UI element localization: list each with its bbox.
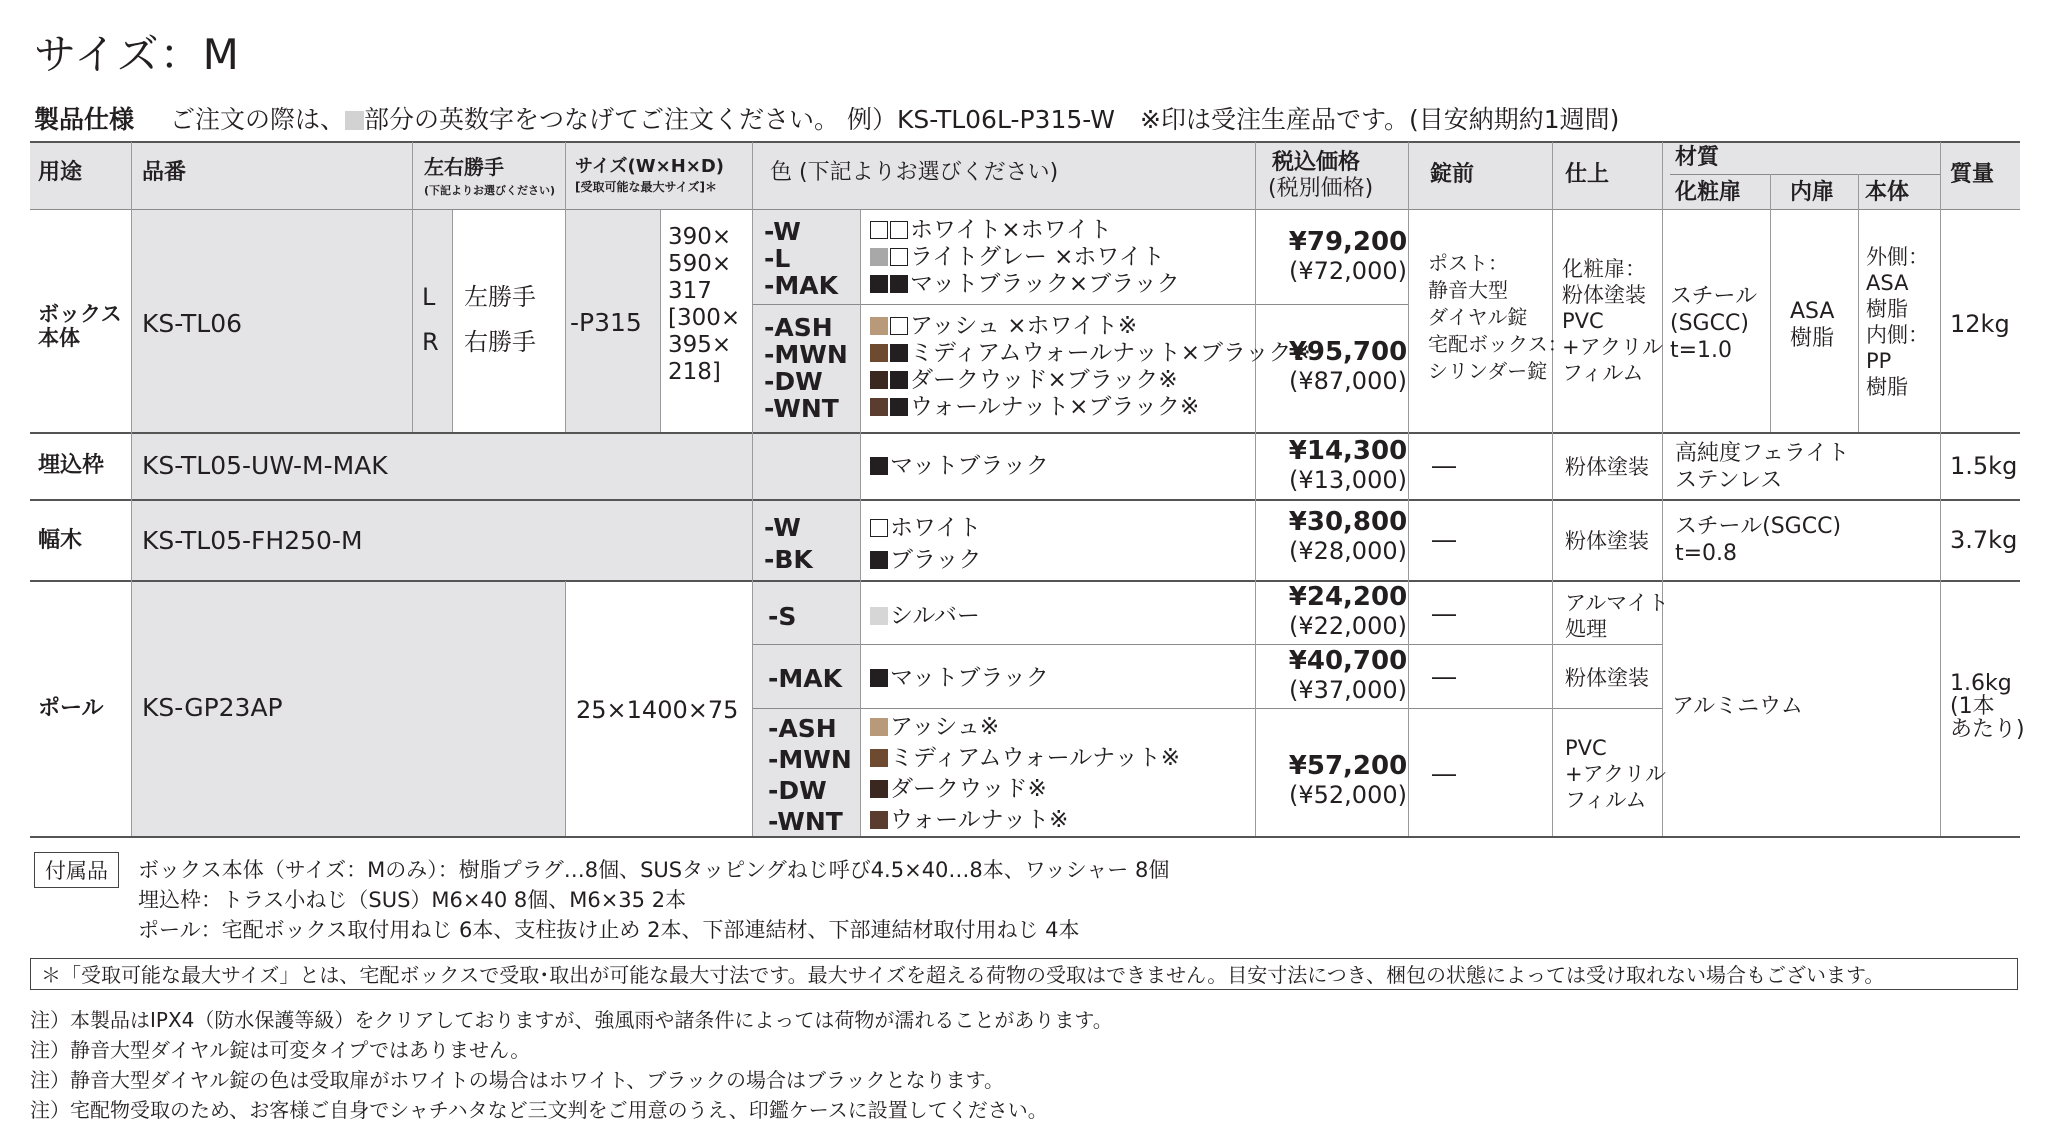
color-option: マットブラック×ブラック	[870, 271, 1180, 298]
max-size-note: ＊「受取可能な最大サイズ」とは、宅配ボックスで受取･取出が可能な最大寸法です。最大サイズを超える荷物の受取はできません。目安寸法につき、梱包の状態によっては受け取れない場合もございます。	[30, 958, 2018, 990]
pole-s-code: -S	[768, 602, 797, 631]
header-lock: 錠前	[1430, 162, 1475, 187]
spec-heading: 製品仕様	[34, 105, 135, 134]
frame-material: 高純度フェライト ステンレス	[1675, 441, 1850, 493]
baseboard-colors	[870, 512, 982, 576]
frame-price: ¥14,300 (¥13,000)	[1288, 436, 1408, 494]
color-option: ミディアムウォールナット×ブラック※	[870, 340, 1311, 367]
footnote: 注）静音大型ダイヤル錠の色は受取扉がホワイトの場合はホワイト、ブラックの場合はブラックとなります。	[30, 1068, 1004, 1092]
placeholder-swatch	[345, 111, 364, 130]
box-g1-colors	[870, 217, 1180, 298]
footnote: 注）本製品はIPX4（防水保護等級）をクリアしておりますが、強風雨や諸条件によっては荷物が濡れることがあります。	[30, 1008, 1113, 1032]
header-hand-sub: (下記よりお選びください)	[424, 184, 556, 197]
box-g2-colors	[870, 313, 1311, 421]
pole-s-finish: アルマイト 処理	[1565, 591, 1669, 641]
color-option: アッシュ ×ホワイト※	[870, 313, 1311, 340]
header-material: 材質	[1675, 145, 1720, 170]
color-option: ダークウッド※	[870, 776, 1180, 807]
box-use: ボックス 本体	[38, 302, 122, 350]
box-size: 390× 590× 317 [300× 395× 218]	[668, 224, 741, 385]
box-hand-code-l: L	[422, 283, 436, 311]
header-finish: 仕上	[1565, 162, 1610, 187]
accessories-badge: 付属品	[34, 852, 119, 888]
header-size: サイズ(W×H×D)	[575, 156, 725, 177]
pole-mak-color: マットブラック	[870, 665, 1049, 692]
color-option: ホワイト×ホワイト	[870, 217, 1180, 244]
frame-lock: ―	[1432, 452, 1456, 480]
header-mat-front: 化粧扉	[1675, 180, 1742, 205]
frame-finish: 粉体塗装	[1565, 455, 1649, 479]
baseboard-price: ¥30,800 (¥28,000)	[1288, 507, 1408, 565]
header-hand: 左右勝手	[424, 155, 504, 179]
frame-use: 埋込枠	[38, 453, 105, 478]
pole-size: 25×1400×75	[576, 696, 739, 724]
header-size-sub: [受取可能な最大サイズ]＊	[575, 180, 718, 194]
accessories-line: 埋込枠：トラス小ねじ（SUS）M6×40 8個、M6×35 2本	[138, 888, 687, 912]
baseboard-part-no: KS-TL05-FH250-M	[142, 526, 363, 555]
pole-wood-finish: PVC +アクリル フィルム	[1565, 736, 1666, 812]
color-option: アッシュ※	[870, 714, 1180, 745]
baseboard-use: 幅木	[38, 528, 83, 553]
box-weight: 12kg	[1950, 310, 2010, 338]
box-mat-front: スチール (SGCC) t=1.0	[1670, 284, 1758, 363]
pole-material: アルミニウム	[1672, 694, 1803, 719]
box-part-no: KS-TL06	[142, 309, 242, 338]
color-option: ウォールナット※	[870, 807, 1180, 838]
box-g2-price: ¥95,700 (¥87,000)	[1288, 337, 1408, 395]
pole-mak-finish: 粉体塗装	[1565, 666, 1649, 690]
header-weight: 質量	[1950, 162, 1995, 187]
pole-wood-codes: -ASH -MWN -DW -WNT	[768, 714, 852, 836]
accessories-line: ボックス本体（サイズ：Mのみ）：樹脂プラグ…8個、SUSタッピングねじ呼び4.5×40…8本、ワッシャー 8個	[138, 858, 1170, 882]
box-mat-body: 外側： ASA 樹脂 内側： PP 樹脂	[1866, 245, 1929, 399]
box-g2-codes: -ASH -MWN -DW -WNT	[764, 313, 848, 423]
page-title: サイズ：M	[34, 30, 240, 79]
box-g1-price: ¥79,200 (¥72,000)	[1288, 227, 1408, 285]
pole-weight: 1.6kg (1本 あたり)	[1950, 671, 2025, 742]
header-price: 税込価格	[1272, 150, 1361, 175]
box-hand-label-l: 左勝手	[464, 283, 536, 311]
spec-note: ご注文の際は、 部分の英数字をつなげてご注文ください。 例）KS-TL06L-P315-W ※印は受注生産品です。(目安納期約1週間)	[170, 105, 1620, 134]
baseboard-lock: ―	[1432, 526, 1456, 554]
baseboard-codes: -W -BK	[764, 513, 813, 574]
box-hand-code-r: R	[422, 328, 439, 356]
box-finish: 化粧扉： 粉体塗装 PVC +アクリル フィルム	[1562, 257, 1663, 385]
pole-wood-price: ¥57,200 (¥52,000)	[1288, 751, 1408, 809]
baseboard-weight: 3.7kg	[1950, 526, 2018, 554]
header-mat-inner: 内扉	[1790, 180, 1835, 205]
header-price-sub: (税別価格)	[1268, 176, 1374, 201]
baseboard-material: スチール(SGCC) t=0.8	[1675, 514, 1842, 566]
footnote: 注）宅配物受取のため、お客様ご自身でシャチハタなど三文判をご用意のうえ、印鑑ケースに設置してください。	[30, 1098, 1048, 1122]
frame-weight: 1.5kg	[1950, 452, 2018, 480]
pole-wood-colors	[870, 714, 1180, 838]
pole-s-lock: ―	[1432, 600, 1456, 628]
box-hand-label-r: 右勝手	[464, 328, 536, 356]
frame-part-no: KS-TL05-UW-M-MAK	[142, 451, 388, 480]
pole-use: ポール	[38, 696, 104, 721]
pole-wood-lock: ―	[1432, 760, 1456, 788]
color-option: ダークウッド×ブラック※	[870, 367, 1311, 394]
pole-mak-code: -MAK	[768, 664, 842, 693]
header-mat-body: 本体	[1865, 180, 1910, 205]
color-option: ミディアムウォールナット※	[870, 745, 1180, 776]
baseboard-finish: 粉体塗装	[1565, 529, 1649, 553]
pole-mak-price: ¥40,700 (¥37,000)	[1288, 646, 1408, 704]
color-option: ウォールナット×ブラック※	[870, 394, 1311, 421]
frame-color: マットブラック	[870, 453, 1049, 480]
header-color: 色 (下記よりお選びください)	[770, 160, 1059, 185]
box-g1-codes: -W -L -MAK	[764, 217, 838, 300]
color-option: ホワイト	[870, 512, 982, 544]
box-lock: ポスト： 静音大型 ダイヤル錠 宅配ボックス： シリンダー錠	[1428, 251, 1568, 383]
footnote: 注）静音大型ダイヤル錠は可変タイプではありません。	[30, 1038, 531, 1062]
color-option: ライトグレー ×ホワイト	[870, 244, 1180, 271]
pole-s-price: ¥24,200 (¥22,000)	[1288, 582, 1408, 640]
box-size-code: -P315	[570, 308, 642, 337]
pole-s-color: シルバー	[870, 603, 980, 630]
color-option: ブラック	[870, 544, 982, 576]
pole-mak-lock: ―	[1432, 663, 1456, 691]
header-part-no: 品番	[142, 160, 187, 185]
pole-part-no: KS-GP23AP	[142, 693, 283, 722]
box-mat-inner: ASA 樹脂	[1790, 299, 1835, 351]
header-use: 用途	[38, 160, 83, 185]
accessories-line: ポール：宅配ボックス取付用ねじ 6本、支柱抜け止め 2本、下部連結材、下部連結材取付用ねじ 4本	[138, 918, 1080, 942]
